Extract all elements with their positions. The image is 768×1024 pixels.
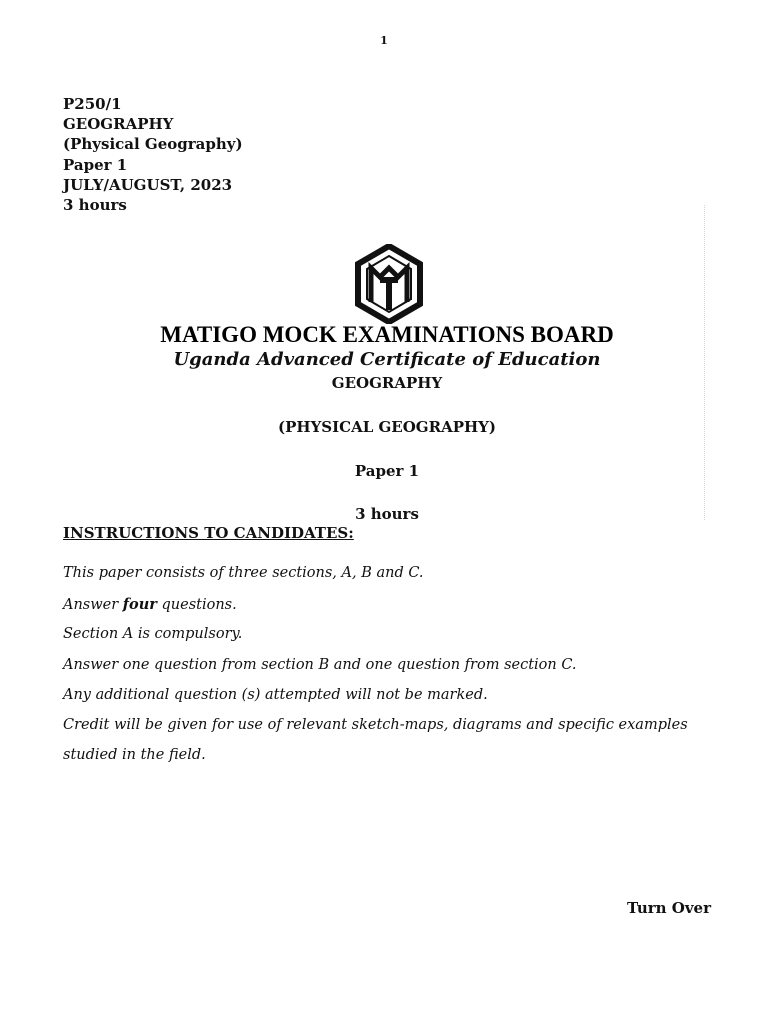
- instruction-line: Credit will be given for use of relevant sketch-maps, diagrams and specific examples: [63, 717, 688, 733]
- instructions-heading: INSTRUCTIONS TO CANDIDATES:: [63, 524, 354, 542]
- mt-hexagon-logo: [354, 244, 424, 324]
- page-number: 1: [380, 34, 388, 47]
- turn-over-label: Turn Over: [627, 899, 711, 917]
- board-title: MATIGO MOCK EXAMINATIONS BOARD: [160, 322, 614, 347]
- instruction-text: Answer: [63, 597, 123, 613]
- instruction-line: [63, 596, 237, 613]
- instruction-line: Any additional question (s) attempted will not be marked.: [63, 687, 488, 703]
- paper-sub-subject: (Physical Geography): [63, 135, 243, 154]
- paper-number: Paper 1: [63, 155, 128, 174]
- instruction-line: This paper consists of three sections, A, B and C.: [63, 565, 424, 581]
- sub-subject-title: (PHYSICAL GEOGRAPHY): [278, 418, 496, 436]
- paper-duration: 3 hours: [63, 196, 127, 215]
- instruction-line: Answer one question from section B and one question from section C.: [63, 657, 577, 673]
- instruction-emphasis: four: [122, 596, 157, 613]
- instruction-line: Section A is compulsory.: [63, 626, 243, 642]
- paper-date: JULY/AUGUST, 2023: [63, 175, 233, 194]
- certificate-title: Uganda Advanced Certificate of Education: [173, 349, 601, 370]
- instruction-text: questions.: [156, 597, 237, 613]
- paper-header: [63, 94, 243, 215]
- paper-subject: GEOGRAPHY: [63, 115, 174, 134]
- instruction-line: studied in the field.: [63, 747, 206, 763]
- paper-title: Paper 1: [354, 462, 420, 480]
- subject-title: GEOGRAPHY: [331, 374, 443, 392]
- paper-code: P250/1: [63, 95, 122, 113]
- duration-title: 3 hours: [355, 505, 419, 523]
